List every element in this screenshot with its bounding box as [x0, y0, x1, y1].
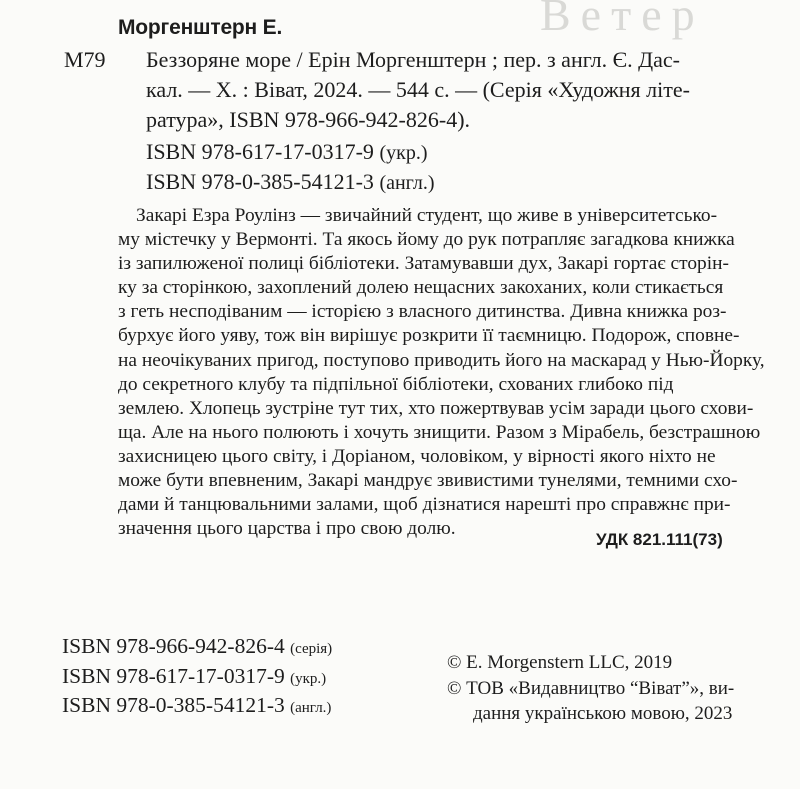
annotation-line: землею. Хлопець зустріне тут тих, хто пожертвував усім заради цього схови-	[118, 397, 754, 419]
annotation-line: ща. Але на нього полюють і хочуть знищити. Разом з Мірабель, безстрашною	[118, 421, 761, 443]
annotation-paragraph	[118, 204, 770, 541]
udk-code: УДК 821.111(73)	[596, 530, 723, 549]
isbn-number: ISBN 978-966-942-826-4	[62, 634, 285, 658]
isbn-english	[146, 169, 435, 195]
isbn-number: ISBN 978-0-385-54121-3	[146, 169, 374, 194]
author-heading: Моргенштерн Е.	[118, 16, 283, 39]
isbn-list	[62, 632, 332, 721]
annotation-line: з геть несподіваним — історією з власного дитинства. Дивна книжка роз-	[118, 301, 727, 323]
isbn-tag: (укр.)	[290, 670, 327, 687]
catalog-code: М79	[64, 47, 106, 72]
isbn-tag: (англ.)	[290, 700, 332, 716]
isbn-number: ISBN 978-617-17-0317-9	[146, 139, 374, 164]
isbn-row	[62, 632, 332, 662]
annotation-line: до секретного клубу та підпільної бібліотеки, схованих глибоко під	[118, 373, 674, 395]
annotation-line: значення цього царства і про свою долю.	[118, 518, 456, 540]
bibliographic-description	[146, 45, 768, 135]
annotation-line: із запилюженої полиці бібліотеки. Затамувавши дух, Закарі гортає сторін-	[118, 253, 729, 275]
biblio-line: Беззоряне море / Ерін Моргенштерн ; пер. з англ. Є. Дас-	[146, 47, 680, 72]
biblio-line: кал. — Х. : Віват, 2024. — 544 с. — (Серія «Художня літе-	[146, 77, 690, 102]
isbn-language: (англ.)	[379, 172, 435, 194]
biblio-line: ратура», ISBN 978-966-942-826-4).	[146, 107, 471, 132]
annotation-line: ку за сторінкою, захоплений долею нещасних закоханих, коли стикається	[118, 277, 724, 299]
isbn-row	[62, 662, 332, 692]
isbn-ukrainian	[146, 139, 427, 165]
copyright-line: дання українською мовою, 2023	[473, 703, 733, 724]
annotation-line: може бути впевненим, Закарі мандрує звивистими тунелями, темними схо-	[118, 470, 738, 492]
annotation-line: Закарі Езра Роулінз — звичайний студент, що живе в університетсько-	[136, 205, 718, 226]
annotation-line: му містечку у Вермонті. Та якось йому до рук потрапляє загадкова книжка	[118, 229, 735, 251]
annotation-line: захисницею цього світу, і Доріаном, чоловіком, у вірності якого ніхто не	[118, 445, 716, 467]
annotation-line: бурхує його уяву, тож він вирішує розкрити її таємницю. Подорож, сповне-	[118, 325, 740, 347]
isbn-tag: (серія)	[290, 641, 333, 657]
copyright-notice	[447, 650, 777, 727]
isbn-number: ISBN 978-0-385-54121-3	[62, 693, 285, 717]
isbn-number: ISBN 978-617-17-0317-9	[62, 663, 285, 688]
copyright-line: © ТОВ «Видавництво “Віват”», ви-	[447, 677, 735, 699]
bleed-through-text: Ветер	[540, 0, 705, 40]
isbn-language: (укр.)	[379, 142, 428, 164]
annotation-line: на неочікуваних пригод, поступово приводить його на маскарад у Нью-Йорку,	[118, 349, 765, 371]
isbn-row	[62, 691, 332, 721]
annotation-line: дами й танцювальними залами, щоб дізнатися нарешті про справжнє при-	[118, 494, 731, 516]
copyright-line: © E. Morgenstern LLC, 2019	[447, 652, 673, 673]
